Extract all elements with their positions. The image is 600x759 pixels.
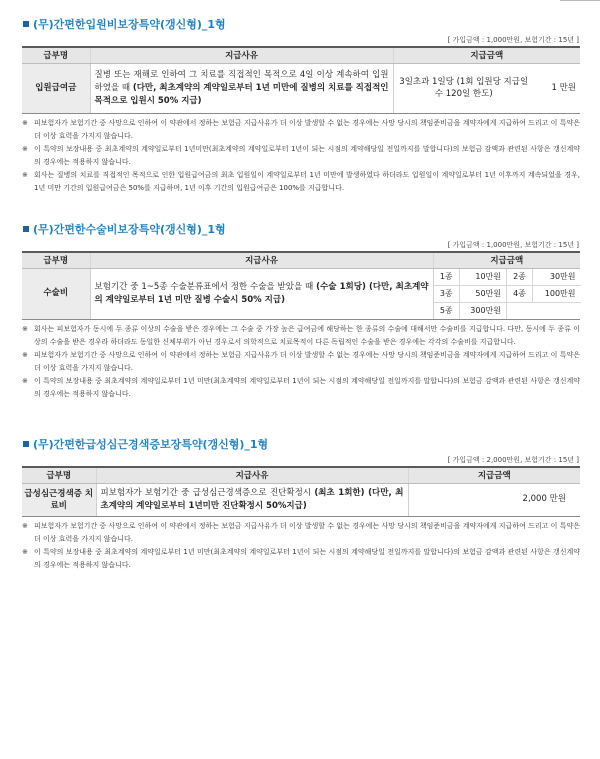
amount-value: 2,000 만원	[522, 494, 566, 504]
header-benefit-name: 급부명	[22, 467, 96, 483]
note-text: 이 특약의 보장내용 중 최초계약의 계약일로부터 1년미만(최초계약의 계약일로부터 1년이 되는 시점의 계약해당일 전일까지를 말합니다)의 보험금 감액과 관련된 사항은 갱신계약의 경우에는 적용하지 않습니다.	[34, 144, 580, 166]
note-marker: ※	[22, 324, 28, 333]
header-benefit-name: 급부명	[22, 252, 90, 268]
benefit-name: 입원급여금	[22, 63, 90, 113]
coverage-meta: [ 가입금액 : 2,000만원, 보험기간 : 15년 ]	[447, 456, 579, 464]
note-text: 회사는 피보험자가 동시에 두 종류 이상의 수술을 받은 경우에는 그 수술 중 가장 높은 급여금에 해당하는 한 종류의 수술에 대해서만 수술비를 지급합니다. 다만, 동시에 두 종류 이상의 수술을 받은 경우라 하더라도 동일한 신체부위가 아닌 경우로서 의학적으로 치료목적이 다른 독립적인 수술을 받은 경우에는 각각의 수술비를 지급합니다.	[34, 324, 580, 346]
section-surgery-rider	[22, 220, 580, 401]
coverage-meta: [ 가입금액 : 1,000만원, 보험기간 : 15년 ]	[447, 36, 579, 44]
note-item	[22, 375, 580, 401]
benefit-name: 급성심근경색증 치료비	[22, 483, 96, 516]
header-payment-amount: 지급금액	[408, 467, 580, 483]
surgery-amount	[533, 302, 581, 319]
benefit-table	[22, 251, 580, 320]
section-title-text: (무)간편한수술비보장특약(갱신형)_1형	[33, 223, 226, 236]
note-marker: ※	[22, 547, 28, 556]
note-marker: ※	[22, 170, 28, 179]
note-text: 이 특약의 보장내용 중 최초계약의 계약일로부터 1년 미만(최초계약의 계약일로부터 1년이 되는 시점의 계약해당일 전일까지를 말합니다)의 보험금 감액과 관련된 사항은 갱신계약의 경우에는 적용하지 않습니다.	[34, 376, 580, 398]
section-hospitalization-rider	[22, 15, 580, 195]
surgery-class: 4종	[507, 285, 533, 302]
note-item	[22, 520, 580, 546]
section-title-text: (무)간편한입원비보장특약(갱신형)_1형	[33, 18, 226, 31]
note-item	[22, 169, 580, 195]
reason-condition: (수술 1회당) (다만, 최초계약의 계약일로부터 1년 미만 질병 수술시 50% 지급)	[94, 281, 429, 305]
reason-condition: (최초 1회한) (다만, 최초계약의 계약일로부터 1년미만 진단확정시 50%지급)	[100, 487, 404, 511]
benefit-table	[22, 466, 580, 517]
payment-amount	[408, 483, 580, 516]
section-title	[22, 435, 580, 453]
notes	[22, 520, 580, 572]
benefit-table	[22, 46, 580, 114]
square-bullet-icon	[23, 441, 29, 447]
amount-condition: 3일초과 1일당 (1회 입원당 지급일수 120일 한도)	[399, 77, 529, 99]
header-payment-reason: 지급사유	[90, 47, 393, 63]
top-rule	[560, 0, 600, 1]
note-text: 피보험자가 보험기간 중 사망으로 인하여 이 약관에서 정하는 보험금 지급사유가 더 이상 발생할 수 없는 경우에는 사망 당시의 책임준비금을 계약자에게 지급하여 드리고 이 특약은 더 이상 효력을 가지지 않습니다.	[34, 521, 580, 543]
note-marker: ※	[22, 350, 28, 359]
note-marker: ※	[22, 521, 28, 530]
note-item	[22, 546, 580, 572]
square-bullet-icon	[23, 226, 29, 232]
section-title-text: (무)간편한급성심근경색증보장특약(갱신형)_1형	[33, 438, 269, 451]
header-payment-reason: 지급사유	[96, 467, 408, 483]
header-payment-amount: 지급금액	[393, 47, 580, 63]
header-payment-amount: 지급금액	[433, 252, 580, 268]
payment-reason	[90, 63, 393, 113]
note-marker: ※	[22, 144, 28, 153]
surgery-amount: 100만원	[533, 285, 581, 302]
surgery-class: 2종	[507, 269, 533, 286]
notes	[22, 117, 580, 195]
benefit-name: 수술비	[22, 268, 90, 319]
reason-text: 보험기간 중 1~5종 수술분류표에서 정한 수술을 받았을 때	[94, 281, 317, 292]
surgery-class: 5종	[434, 302, 460, 319]
amount-value: 1 만원	[551, 82, 576, 93]
surgery-class	[507, 302, 533, 319]
note-marker: ※	[22, 118, 28, 127]
section-title	[22, 15, 580, 33]
surgery-amount: 30만원	[533, 269, 581, 286]
surgery-amount: 50만원	[460, 285, 507, 302]
note-item	[22, 323, 580, 349]
notes	[22, 323, 580, 401]
note-item	[22, 349, 580, 375]
surgery-class: 3종	[434, 285, 460, 302]
section-myocardial-infarction-rider	[22, 435, 580, 572]
note-text: 이 특약의 보장내용 중 최초계약의 계약일로부터 1년 미만(최초계약의 계약일로부터 1년이 되는 시점의 계약해당일 전일까지를 말합니다)의 보험금 감액과 관련된 사항은 갱신계약의 경우에는 적용하지 않습니다.	[34, 547, 580, 569]
amount-row	[434, 269, 581, 286]
reason-text: 질병 또는 재해로 인하여 그 치료를 직접적인 목적으로 4일 이상 계속하여 입원하였을 때	[94, 69, 389, 93]
note-text: 회사는 질병의 치료를 직접적인 목적으로 인한 입원급여금의 최초 입원일이 계약일로부터 1년 미만에 발생하였다 하더라도 입원일이 계약일로부터 1년 이후까지 계속되었을 경우, 1년 미만 기간의 입원급여금은 50%를 지급하며, 1년 이후 기간의 입원급여금은 100%를 지급합니다.	[34, 170, 580, 192]
payment-amount	[433, 268, 580, 319]
amount-row	[434, 302, 581, 319]
payment-amount	[393, 63, 580, 113]
note-item	[22, 117, 580, 143]
square-bullet-icon	[23, 21, 29, 27]
surgery-class: 1종	[434, 269, 460, 286]
payment-reason	[96, 483, 408, 516]
header-payment-reason: 지급사유	[90, 252, 433, 268]
amount-row	[434, 285, 581, 302]
note-text: 피보험자가 보험기간 중 사망으로 인하여 이 약관에서 정하는 보험금 지급사유가 더 이상 발생할 수 없는 경우에는 사망 당시의 책임준비금을 계약자에게 지급하여 드리고 이 특약은 더 이상 효력을 가지지 않습니다.	[34, 118, 580, 140]
note-item	[22, 143, 580, 169]
reason-text: 피보험자가 보험기간 중 급성심근경색증으로 진단확정시	[100, 487, 315, 498]
header-benefit-name: 급부명	[22, 47, 90, 63]
surgery-amount: 10만원	[460, 269, 507, 286]
note-text: 피보험자가 보험기간 중 사망으로 인하여 이 약관에서 정하는 보험금 지급사유가 더 이상 발생할 수 없는 경우에는 사망 당시의 책임준비금을 계약자에게 지급하여 드리고 이 특약은 더 이상 효력을 가지지 않습니다.	[34, 350, 580, 372]
payment-reason	[90, 268, 433, 319]
section-title	[22, 220, 580, 238]
coverage-meta: [ 가입금액 : 1,000만원, 보험기간 : 15년 ]	[447, 241, 579, 249]
note-marker: ※	[22, 376, 28, 385]
reason-condition: (다만, 최초계약의 계약일로부터 1년 미만에 질병의 치료를 직접적인 목적으로 입원시 50% 지급)	[94, 82, 389, 106]
surgery-amount: 300만원	[460, 302, 507, 319]
surgery-amount-grid	[434, 269, 581, 319]
